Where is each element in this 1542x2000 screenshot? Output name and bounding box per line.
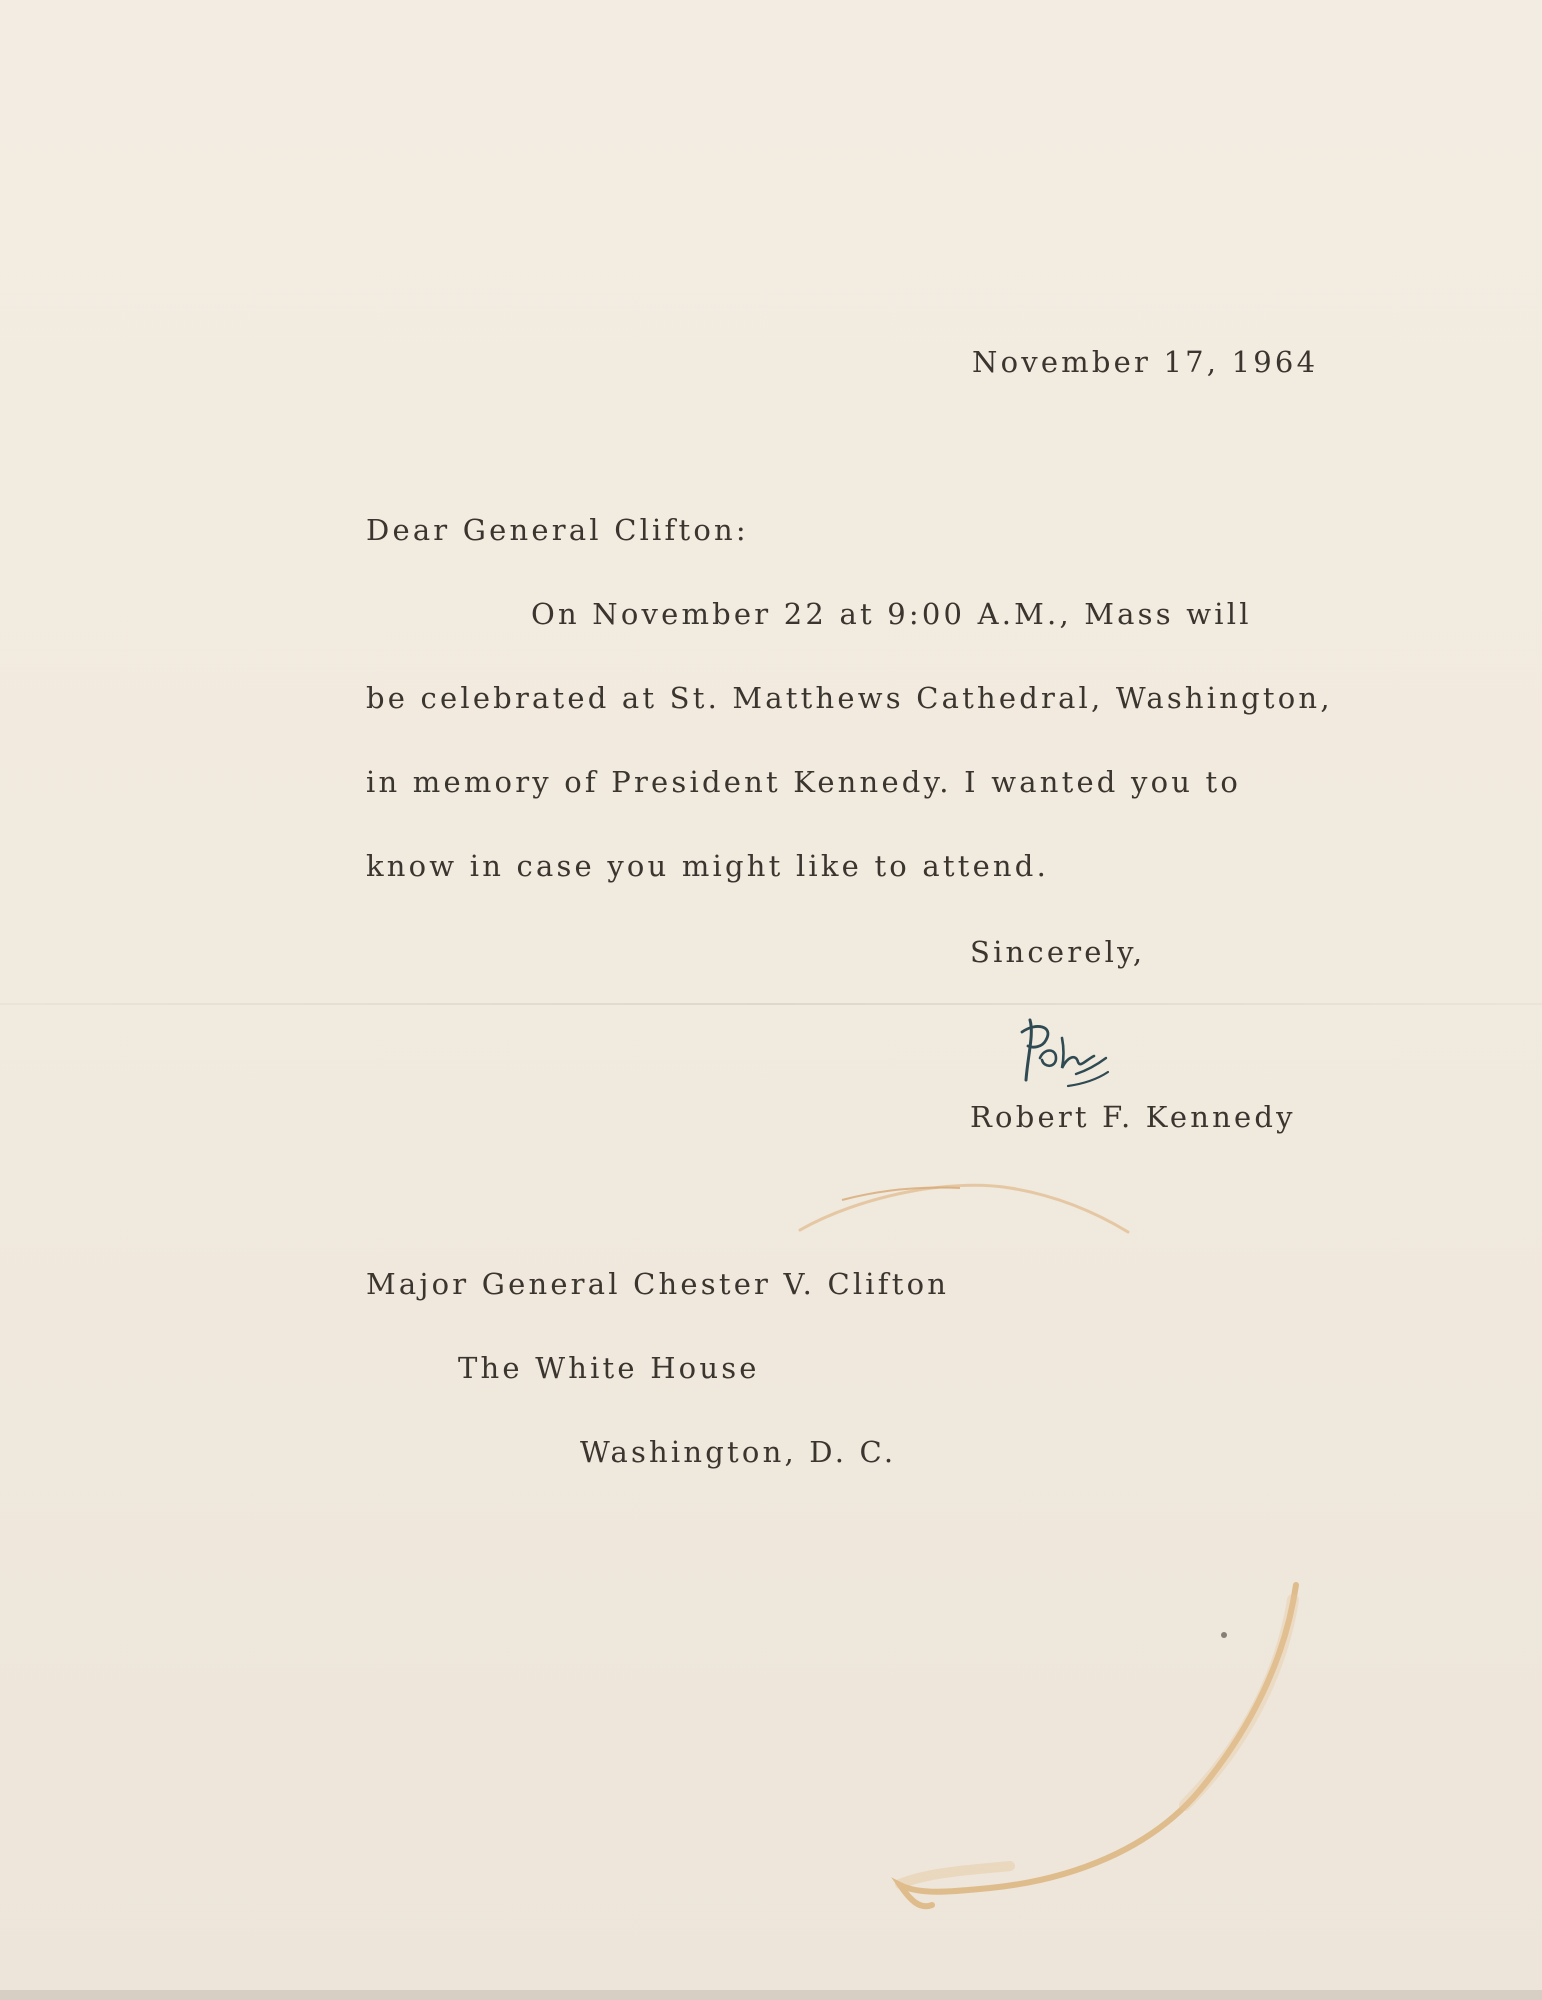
- recipient-name: Major General Chester V. Clifton: [366, 1267, 950, 1301]
- recipient-address-line-3: Washington, D. C.: [580, 1435, 897, 1469]
- signer-name: Robert F. Kennedy: [970, 1100, 1296, 1134]
- body-line-3: in memory of President Kennedy. I wanted you to: [366, 765, 1242, 799]
- closing: Sincerely,: [970, 935, 1146, 969]
- salutation: Dear General Clifton:: [366, 513, 749, 547]
- body-line-1: On November 22 at 9:00 A.M., Mass will: [531, 597, 1252, 631]
- letter-date: November 17, 1964: [972, 345, 1319, 379]
- body-line-4: know in case you might like to attend.: [366, 849, 1049, 883]
- paper-bottom-edge: [0, 1990, 1542, 2000]
- body-line-2: be celebrated at St. Matthews Cathedral, Washington,: [366, 681, 1333, 715]
- paper-fold-line: [0, 1003, 1542, 1005]
- handwritten-signature: [1016, 1014, 1126, 1104]
- recipient-address-line-2: The White House: [458, 1351, 760, 1385]
